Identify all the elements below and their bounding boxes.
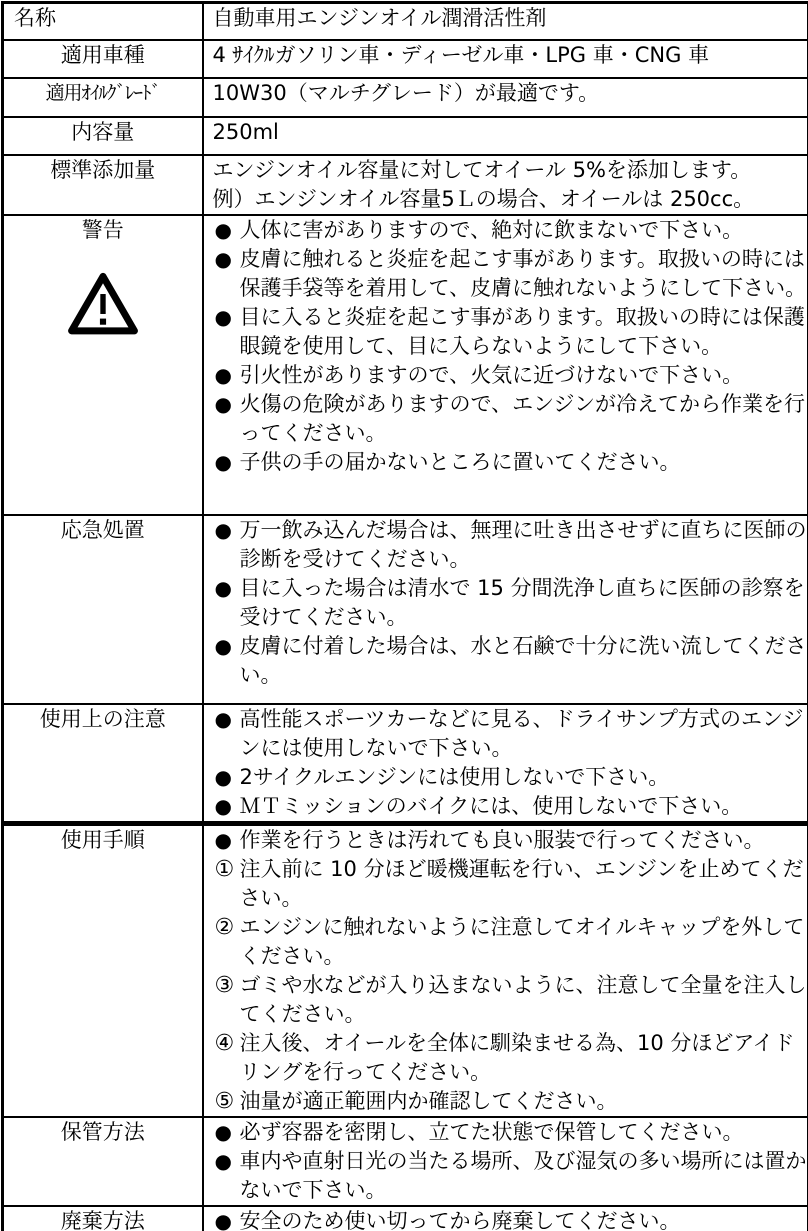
- row-content-name: [203, 3, 808, 40]
- number-marker: ⑤: [214, 1088, 235, 1114]
- bullet-marker: ●: [214, 362, 232, 387]
- list-item: [204, 361, 808, 390]
- bullet-marker: ●: [214, 575, 232, 600]
- bullet-marker: ●: [214, 517, 232, 542]
- row-label-procedure: 使用手順: [60, 827, 145, 852]
- row-label-disposal: 廃棄方法: [60, 1208, 145, 1231]
- bullet-marker: ●: [214, 1148, 232, 1173]
- content-line: 250ml: [212, 119, 279, 144]
- list-item: [204, 390, 808, 448]
- row-label-cell-name: [3, 3, 203, 40]
- list-item: [204, 1147, 808, 1205]
- row-content-oil-grade: [203, 78, 808, 117]
- list-item: [204, 245, 808, 303]
- row-label-cell-vehicles: [3, 40, 203, 78]
- content-line: 10W30（マルチグレード）が最適です。: [212, 80, 600, 105]
- item-text: 油量が適正範囲内か確認してください。: [239, 1088, 618, 1113]
- row-content-volume: [203, 117, 808, 155]
- row-label-name: 名称: [14, 6, 56, 30]
- row-label-warning: 警告: [81, 217, 124, 242]
- content-line: エンジンオイル容量に対してオイール 5%を添加します。: [212, 157, 752, 182]
- item-text: ＭＴミッションのバイクには、使用しないで下さい。: [239, 793, 743, 818]
- item-text: 目に入ると炎症を起こす事があります。取扱いの時には保護眼鏡を使用して、目に入らないようにして下さい。: [239, 304, 805, 358]
- item-text: 必ず容器を密閉し、立てた状態で保管してください。: [239, 1119, 744, 1144]
- bullet-marker: ●: [214, 1208, 232, 1231]
- list-item: [204, 574, 808, 632]
- table-row-disposal: [3, 1206, 808, 1231]
- list-item: [204, 448, 808, 477]
- bullet-marker: ●: [214, 246, 232, 271]
- list-item: [204, 216, 808, 245]
- row-label-storage: 保管方法: [60, 1119, 145, 1144]
- bullet-marker: ●: [214, 304, 232, 329]
- list-item: [204, 826, 808, 855]
- table-row-vehicles: [3, 40, 808, 78]
- bullet-marker: ●: [214, 793, 232, 818]
- item-text: ゴミや水などが入り込まないように、注意して全量を注入してください。: [239, 972, 807, 1026]
- warning-triangle-icon: [4, 271, 202, 337]
- row-content-warning: [203, 215, 808, 515]
- row-label-cell-disposal: [3, 1206, 203, 1231]
- list-item: [204, 1118, 808, 1147]
- content-line: 例）エンジンオイル容量5Ｌの場合、オイールは 250cc。: [212, 186, 755, 211]
- item-text: エンジンに触れないように注意してオイルキャップを外してください。: [239, 914, 805, 968]
- row-content-procedure: [203, 823, 808, 1117]
- table-row-dosage: [3, 155, 808, 215]
- item-text: 万一飲み込んだ場合は、無理に吐き出させずに直ちに医師の診断を受けてください。: [239, 517, 807, 571]
- item-text: 安全のため使い切ってから廃棄してください。: [239, 1208, 681, 1231]
- row-content-storage: [203, 1117, 808, 1206]
- table-row-oil-grade: [3, 78, 808, 117]
- table-row-precautions: [3, 704, 808, 824]
- list-item: [204, 792, 808, 821]
- item-text: 皮膚に付着した場合は、水と石鹸で十分に洗い流してください。: [239, 633, 807, 687]
- bullet-marker: ●: [214, 633, 232, 658]
- row-label-cell-first-aid: [3, 515, 203, 704]
- row-content-dosage: [203, 155, 808, 215]
- table-row-storage: [3, 1117, 808, 1206]
- item-text: 車内や直射日光の当たる場所、及び湿気の多い場所には置かないで下さい。: [239, 1148, 807, 1202]
- item-text: 注入前に 10 分ほど暖機運転を行い、エンジンを止めてください。: [239, 856, 804, 910]
- row-label-cell-storage: [3, 1117, 203, 1206]
- item-text: 人体に害がありますので、絶対に飲まないで下さい。: [239, 217, 744, 242]
- list-item: [204, 516, 808, 574]
- table-row-warning: [3, 215, 808, 515]
- row-label-vehicles: 適用車種: [60, 42, 145, 67]
- bullet-marker: ●: [214, 1119, 232, 1144]
- row-label-precautions: 使用上の注意: [39, 706, 166, 731]
- item-text: 注入後、オイールを全体に馴染ませる為、10 分ほどアイドリングを行ってください。: [239, 1030, 795, 1084]
- content-line: 自動車用エンジンオイル潤滑活性剤: [212, 6, 547, 30]
- item-text: 2サイクルエンジンには使用しないで下さい。: [239, 764, 670, 789]
- row-content-vehicles: [203, 40, 808, 78]
- row-label-first-aid: 応急処置: [60, 517, 145, 542]
- product-spec-table: [1, 1, 808, 1231]
- number-marker: ②: [214, 914, 235, 940]
- bullet-marker: ●: [214, 217, 232, 242]
- list-item: [204, 303, 808, 361]
- row-label-oil-grade: 適用ｵｲﾙｸﾞﾚｰﾄﾞ: [45, 81, 160, 104]
- bullet-marker: ●: [214, 391, 232, 416]
- bullet-marker: ●: [214, 827, 232, 852]
- item-text: 子供の手の届かないところに置いてください。: [239, 449, 681, 474]
- bullet-marker: ●: [214, 764, 232, 789]
- row-label-cell-warning: [3, 215, 203, 515]
- item-text: 目に入った場合は清水で 15 分間洗浄し直ちに医師の診察を受けてください。: [239, 575, 805, 629]
- list-item: [204, 913, 808, 971]
- item-text: 作業を行うときは汚れても良い服装で行ってください。: [239, 827, 765, 852]
- table-row-name: [3, 3, 808, 40]
- list-item: [204, 1207, 808, 1231]
- row-label-cell-precautions: [3, 704, 203, 824]
- row-label-cell-dosage: [3, 155, 203, 215]
- list-item: [204, 1029, 808, 1087]
- number-marker: ④: [214, 1030, 235, 1056]
- row-label-cell-volume: [3, 117, 203, 155]
- row-label-dosage: 標準添加量: [50, 157, 156, 182]
- list-item: [204, 632, 808, 690]
- table-row-volume: [3, 117, 808, 155]
- bullet-marker: ●: [214, 706, 232, 731]
- row-content-precautions: [203, 704, 808, 824]
- row-label-cell-oil-grade: [3, 78, 203, 117]
- list-item: [204, 705, 808, 763]
- content-line: 4 ｻｲｸﾙガソリン車・ディーゼル車・LPG 車・CNG 車: [212, 42, 710, 67]
- list-item: [204, 971, 808, 1029]
- item-text: 火傷の危険がありますので、エンジンが冷えてから作業を行ってください。: [239, 391, 806, 445]
- row-content-first-aid: [203, 515, 808, 704]
- list-item: [204, 1087, 808, 1116]
- spec-table-body: [3, 3, 808, 1231]
- number-marker: ③: [214, 972, 235, 998]
- list-item: [204, 855, 808, 913]
- item-text: 皮膚に触れると炎症を起こす事があります。取扱いの時には保護手袋等を着用して、皮膚に触れないようにして下さい。: [239, 246, 807, 300]
- row-content-disposal: [203, 1206, 808, 1231]
- list-item: [204, 763, 808, 792]
- item-text: 高性能スポーツカーなどに見る、ドライサンプ方式のエンジンには使用しないで下さい。: [239, 706, 804, 760]
- table-row-procedure: [3, 823, 808, 1117]
- row-label-volume: 内容量: [71, 119, 135, 144]
- table-row-first-aid: [3, 515, 808, 704]
- bullet-marker: ●: [214, 449, 232, 474]
- row-label-cell-procedure: [3, 823, 203, 1117]
- item-text: 引火性がありますので、火気に近づけないで下さい。: [239, 362, 744, 387]
- number-marker: ①: [214, 856, 235, 882]
